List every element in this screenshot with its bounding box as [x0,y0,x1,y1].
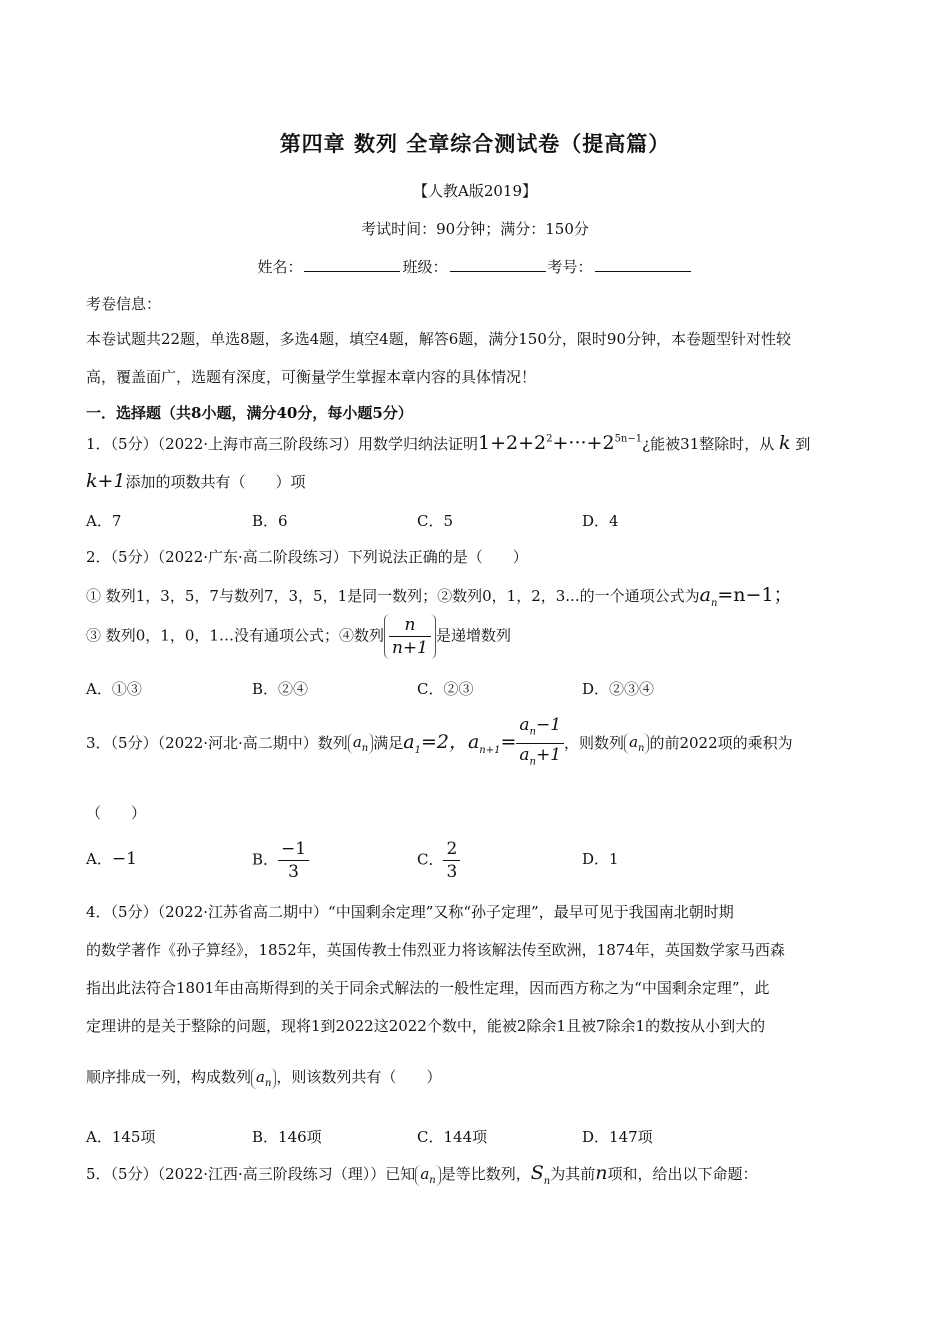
id-blank [595,257,691,272]
q5-sn: $S_n$ [530,1162,551,1187]
q4-option-b: B．146项 [252,1128,322,1146]
intro-line-2: 高，覆盖面广，选题有深度，可衡量学生掌握本章内容的具体情况！ [86,368,537,386]
question-4-line-5 [86,1066,441,1089]
q2-line2-prefix: ③ 数列0，1，0，1…没有通项公式；④数列 [86,626,384,645]
q1-option-d: D．4 [582,512,619,530]
name-blank [304,257,400,272]
q4-option-a: A．145项 [86,1128,156,1146]
question-2-line-2 [86,614,511,659]
question-4-line-2: 的数学著作《孙子算经》，1852年，英国传教士伟烈亚力将该解法传至欧洲，1874年，英国数学家马西森 [86,941,785,959]
q4-seq: $a_n$ [251,1068,276,1089]
question-4-line-3: 指出此法符合1801年由高斯得到的关于同余式解法的一般性定理，因而西方称之为“中国剩余定理”，此 [86,979,770,997]
q1-k1: k+1 [86,470,126,492]
name-label: 姓名： [257,258,303,276]
q1-to: 到 [795,435,811,453]
question-1-prefix: 1．（5分）（2022·上海市高三阶段练习）用数学归纳法证明 [86,435,479,453]
q1-option-a: A．7 [86,512,122,530]
q3-suffix: 的前2022项的乘积为 [649,733,793,752]
q2-option-b: B．②④ [252,680,309,698]
question-4-line-4: 定理讲的是关于整除的问题，现将1到2022这2022个数中，能被2除余1且被7除余1的数按从小到大的 [86,1017,766,1035]
q3-option-a: A．−1 [86,849,137,869]
edition-label: 【人教A版2019】 [412,182,537,200]
page-title: 第四章 数列 全章综合测试卷（提高篇） [279,132,671,156]
student-info-line [0,256,950,277]
class-label: 班级： [402,258,448,276]
q3-satisfy: 满足 [373,733,404,752]
q4-option-d: D．147项 [582,1128,653,1146]
q1-k: k [779,432,791,454]
q2-formula: $a_n=n-1$； [699,584,793,609]
q5-mid2: 为其前 [550,1165,596,1183]
question-1-suffix: ¿能被31整除时，从 [642,435,775,453]
question-3-line-1 [86,714,793,774]
q4-line5-prefix: 顺序排成一列，构成数列 [86,1068,252,1086]
q3-prefix: 3．（5分）（2022·河北·高二期中）数列 [86,733,348,752]
q2-line1-text: ① 数列1，3，5，7与数列7，3，5，1是同一数列；②数列0，1，2，3...的一个通项公式为 [86,587,700,605]
q4-line5-suffix: ，则该数列共有（ ） [276,1068,442,1086]
q2-option-d: D．②③④ [582,680,655,698]
q3-option-d: D．1 [582,850,619,868]
question-1-line-2 [86,470,306,492]
intro-heading: 考卷信息： [86,295,162,313]
intro-line-1: 本卷试题共22题，单选8题，多选4题，填空4题，解答6题，满分150分，限时90分钟，本卷题型针对性较 [86,330,791,348]
question-2-line-1 [86,580,793,609]
q2-line2-suffix: 是递增数列 [435,626,511,645]
q5-mid: 是等比数列， [440,1165,531,1183]
question-1-line-1 [86,432,810,454]
q1-line2-text: 添加的项数共有（ ）项 [125,473,306,491]
q2-sequence-fraction: $\frac{n}{n+1}$ [384,614,436,659]
id-label: 考号： [547,258,593,276]
q3-recurrence-fraction: $\frac{a_n-1}{a_n+1}$ [516,714,564,774]
exam-info: 考试时间：90分钟；满分：150分 [361,220,589,238]
q3-seq: $a_n$ [348,733,373,754]
q1-option-c: C．5 [417,512,454,530]
q1-expr: $1+2+2^2+\cdot\cdot\cdot+2^{5n-1}$ [478,432,643,454]
section-heading: 一．选择题（共8小题，满分40分，每小题5分） [86,404,413,422]
class-blank [450,257,546,272]
q5-seq: $a_n$ [415,1165,440,1186]
q3-option-c: C． $\frac{2}{3}$ [417,838,460,883]
q3-paren: （ ） [86,804,147,822]
q3-option-b: B． $\frac{-1}{3}$ [252,838,309,883]
question-5-line-1 [86,1162,758,1187]
q4-option-c: C．144项 [417,1128,488,1146]
question-4-line-1: 4．（5分）（2022·江苏省高二期中）“中国剩余定理”又称“孙子定理”，最早可见于我国南北朝时期 [86,903,734,921]
question-2-stem: 2．（5分）（2022·广东·高二阶段练习）下列说法正确的是（ ） [86,548,528,566]
q3-seq-2: $a_n$ [624,733,649,754]
q5-suffix: 项和，给出以下命题： [607,1165,758,1183]
q2-option-c: C．②③ [417,680,474,698]
q5-n: n [595,1162,608,1184]
q1-option-b: B．6 [252,512,288,530]
q3-mid: ，则数列 [564,733,625,752]
q5-prefix: 5．（5分）（2022·江西·高三阶段练习（理））已知 [86,1165,416,1183]
q3-cond: $a_1=2$，$a_{n+1}=$ [403,730,517,756]
q2-option-a: A．①③ [86,680,142,698]
